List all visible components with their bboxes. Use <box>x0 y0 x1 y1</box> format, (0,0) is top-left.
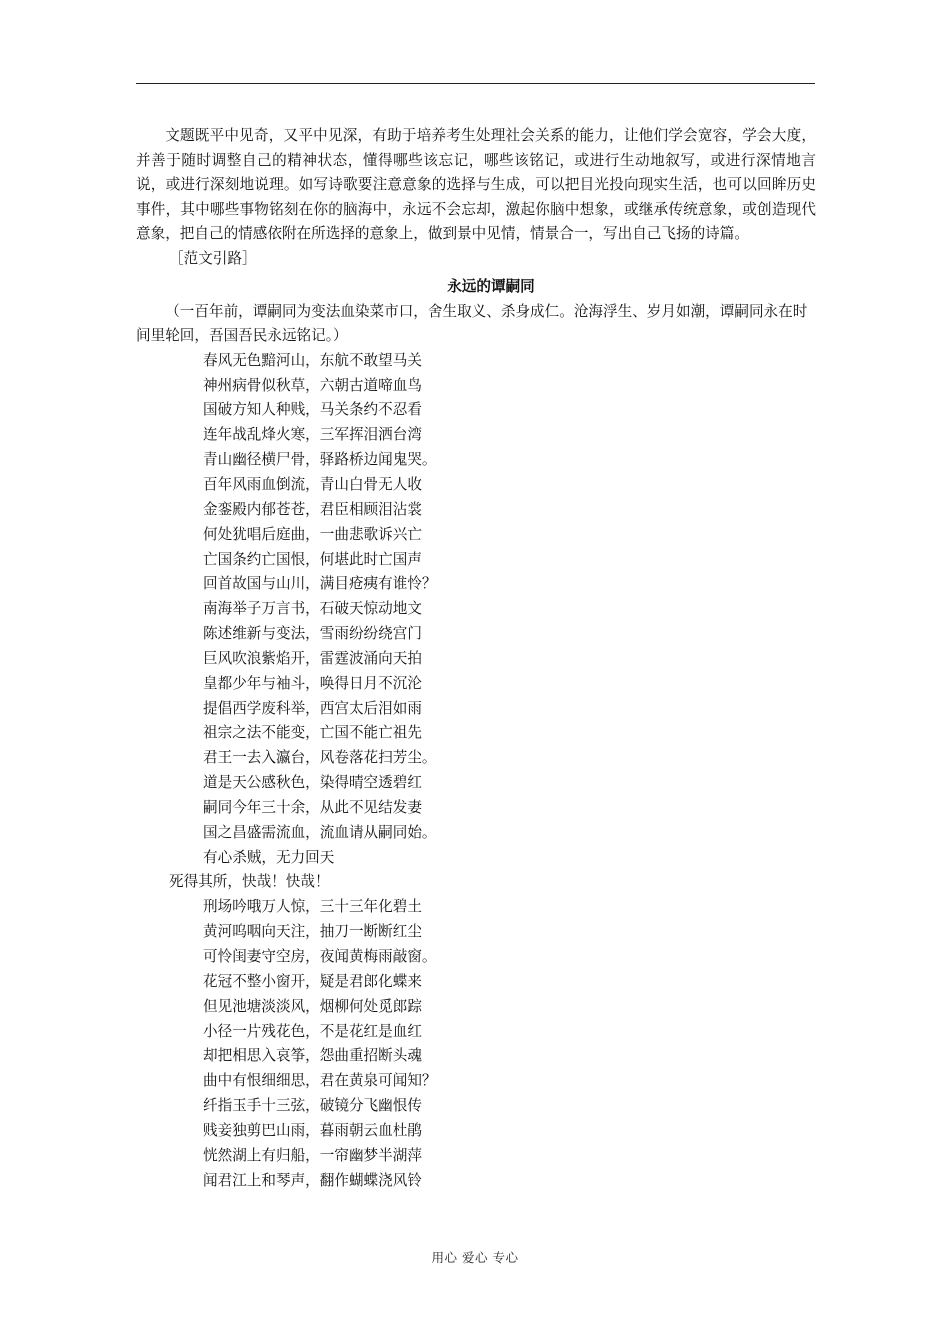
poem-line: 国之昌盛需流血，流血请从嗣同始。 <box>203 823 437 841</box>
poem-line: 提倡西学废科举，西宫太后泪如雨 <box>203 699 422 717</box>
poem-line: 刑场吟哦万人惊，三十三年化碧土 <box>203 898 422 916</box>
document-body <box>136 124 816 1193</box>
poem-title: 永远的谭嗣同 <box>447 277 535 295</box>
poem-line: 有心杀贼，无力回天 <box>203 848 335 866</box>
poem-preface: （一百年前，谭嗣同为变法血染菜市口，舍生取义、杀身成仁。沧海浮生、岁月如潮，谭嗣同永在时间里轮回，吾国吾民永远铭记。） <box>136 302 808 345</box>
header-rule <box>136 83 815 84</box>
poem-line: 曲中有恨细细思，君在黄泉可闻知？ <box>203 1072 437 1090</box>
poem-line: 嗣同今年三十余，从此不见结发妻 <box>203 798 422 816</box>
poem-line: 道是天公感秋色，染得晴空透碧红 <box>203 774 422 792</box>
poem-line: 君王一去入瀛台，风卷落花扫芳尘。 <box>203 749 437 767</box>
poem-line: 贱妾独剪巴山雨，暮雨朝云血杜鹃 <box>203 1121 422 1139</box>
poem-lines <box>136 349 816 1194</box>
poem-line: 花冠不整小窗开，疑是君郎化蝶来 <box>203 972 422 990</box>
poem-line: 国破方知人种贱，马关条约不忍看 <box>203 401 422 419</box>
poem-line: 何处犹唱后庭曲，一曲悲歌诉兴亡 <box>203 525 422 543</box>
poem-line-outdent: 死得其所，快哉！快哉！ <box>169 873 330 891</box>
poem-line: 青山幽径横尸骨，驿路桥边闻鬼哭。 <box>203 451 437 469</box>
poem-line: 百年风雨血倒流，青山白骨无人收 <box>203 475 422 493</box>
poem-line: 纤指玉手十三弦，破镜分飞幽恨传 <box>203 1097 422 1115</box>
poem-line: 亡国条约亡国恨，何堪此时亡国声 <box>203 550 422 568</box>
poem-line: 连年战乱烽火寒，三军挥泪洒台湾 <box>203 426 422 444</box>
page-footer: 用心 爱心 专心 <box>431 1250 519 1265</box>
poem-line: 恍然湖上有归船，一帘幽梦半湖萍 <box>203 1146 422 1164</box>
poem-line: 却把相思入哀筝，怨曲重招断头魂 <box>203 1047 422 1065</box>
poem-line: 皇都少年与袖斗，唤得日月不沉沦 <box>203 674 422 692</box>
poem-line: 陈述维新与变法，雪雨纷纷绕宫门 <box>203 625 422 643</box>
intro-paragraph: 文题既平中见奇，又平中见深，有助于培养考生处理社会关系的能力，让他们学会宽容，学会大度，并善于随时调整自己的精神状态，懂得哪些该忘记，哪些该铭记，或进行生动地叙写，或进行深情地言说，或进行深刻地说理。如写诗歌要注意意象的选择与生成，可以把目光投向现实生活，也可以回眸历史事件，其中哪些事物铭刻在你的脑海中，永远不会忘却，激起你脑中想象，或继承传统意象，或创造现代意象，把自己的情感依附在所选择的意象上，做到景中见情，情景合一，写出自己飞扬的诗篇。 <box>136 127 816 243</box>
poem-line: 祖宗之法不能变，亡国不能亡祖先 <box>203 724 422 742</box>
poem-line: 神州病骨似秋草，六朝古道啼血鸟 <box>203 376 422 394</box>
guide-label: ［范文引路］ <box>169 249 257 267</box>
poem-line: 黄河呜咽向天注，抽刀一断断红尘 <box>203 923 422 941</box>
poem-line: 南海举子万言书，石破天惊动地文 <box>203 600 422 618</box>
poem-line: 金銮殿内郁苍苍，君臣相顾泪沾裳 <box>203 500 422 518</box>
poem-line: 可怜闺妻守空房，夜闻黄梅雨敲窗。 <box>203 948 437 965</box>
poem-line: 春风无色黯河山，东航不敢望马关 <box>203 351 422 369</box>
poem-line: 巨风吹浪紫焰开，雷霆波涌向天拍 <box>203 649 422 667</box>
poem-line: 但见池塘淡淡风，烟柳何处觅郎踪 <box>203 997 422 1015</box>
poem-line: 小径一片残花色，不是花红是血红 <box>203 1022 422 1040</box>
poem-line: 闻君江上和琴声，翻作蝴蝶浇风铃 <box>203 1171 422 1189</box>
poem-line: 回首故国与山川，满目疮痍有谁怜？ <box>203 575 437 593</box>
